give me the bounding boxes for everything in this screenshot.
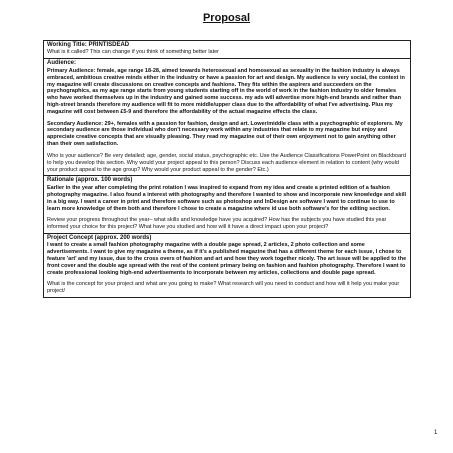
audience-heading: Audience:	[47, 60, 77, 67]
project-concept-heading: Project Concept (approx. 200 words)	[47, 234, 152, 241]
project-concept-question: What is the concept for your project and what are you going to make? What research will you need to conduct and how will it help you make your project/	[47, 281, 400, 295]
primary-audience-text: Primary Audience: female, age range 18-28, aimed towards heterosexual and homosexual as sexuality in the fashion industry is always embraced, ambitious creative minds either in the industry or have a passion for art and design. My audience is very social, the context in my magazine will create discussions on creative concepts and fashions. They fits within the aspirers and succeeders on the psychographics, as my age range starts from young students starting off in the world of work in the fashion industry to older females who have worked themselves up in the industry and gained some success. my ads will advertise more high-end brands and rather than high-street brands therefore my audience will fit to more middle/upper class due to the affordability of what I've advertising. Plus my magazine will cost between £5-9 and therefore the affordability of the actual magazine effects the class.	[47, 67, 405, 116]
rationale-question: Review your progress throughout the year– what skills and knowledge have you acquired? How has the subjects you have studied this year informed your choice for this project? What have you studied and how will it have a direct impact upon your project?	[47, 216, 387, 230]
proposal-form	[43, 40, 411, 298]
secondary-audience-text: Secondary Audience: 29+, females with a passion for fashion, design and art. Lower/middle class with a psychographic of explorers. My secondary audience are those individual who don't necessary work within any industries that relate to my magazine but enjoy and appreciate creative concepts that are visually pleasing. They read my magazine out of their own enjoyment not to gain anything other than their own satisfaction.	[47, 120, 403, 148]
working-title-question: What is it called? This can change if you think of something better later	[47, 49, 220, 56]
page-title: Proposal	[202, 12, 251, 24]
page-number: 1	[434, 430, 438, 436]
project-concept-section	[44, 234, 410, 297]
audience-question: Who is your audience? Be very detailed; age, gender, social status, psychographic etc. Use the Audience Classifications PowerPoint on Blackboard to help you develop this section. Why would your project appeal to this person? Discuss each audience element in relation to content (why would your product appeal to the age group? Why would your product appeal to the gender? Etc.)	[47, 152, 406, 173]
working-title-section	[44, 41, 410, 59]
working-title-heading: Working Title: PRINTISDEAD	[47, 42, 130, 48]
rationale-heading: Rationale (approx. 100 words)	[47, 177, 133, 184]
rationale-section	[44, 176, 410, 233]
rationale-text: Earlier in the year after completing the print rotation I was inspired to expand from my idea and create a printed edition of a fashion photography magazine. I also found a interest with photography and therefore I wanted to show and incorporate new knowledge and skill in a big way. I want a career in print and therefore software such as photoshop and InDesign are software I want to continue to use to learn more knowledge of them both and therefore I chose to create a magazine where id use both software's for the editing section.	[47, 184, 407, 212]
audience-section	[44, 59, 410, 176]
project-concept-text: I want to create a small fashion photography magazine with a double page spread, 2 articles, 2 photo collection and some advertisements. I want to give my magazine a theme, as if it's a published magazine that has a different theme for each issue, I chose to feature 'art' and my issue, due to the cross overs of fashion and art and how they work together nicely. The art issue will be applied to the front cover and the double age spread with the rest of the content primary being on fashion and fashion photography. Therefore I want to create professional looking high-end advertisements to incorporate between my articles, collections and double page spread.	[47, 242, 407, 276]
